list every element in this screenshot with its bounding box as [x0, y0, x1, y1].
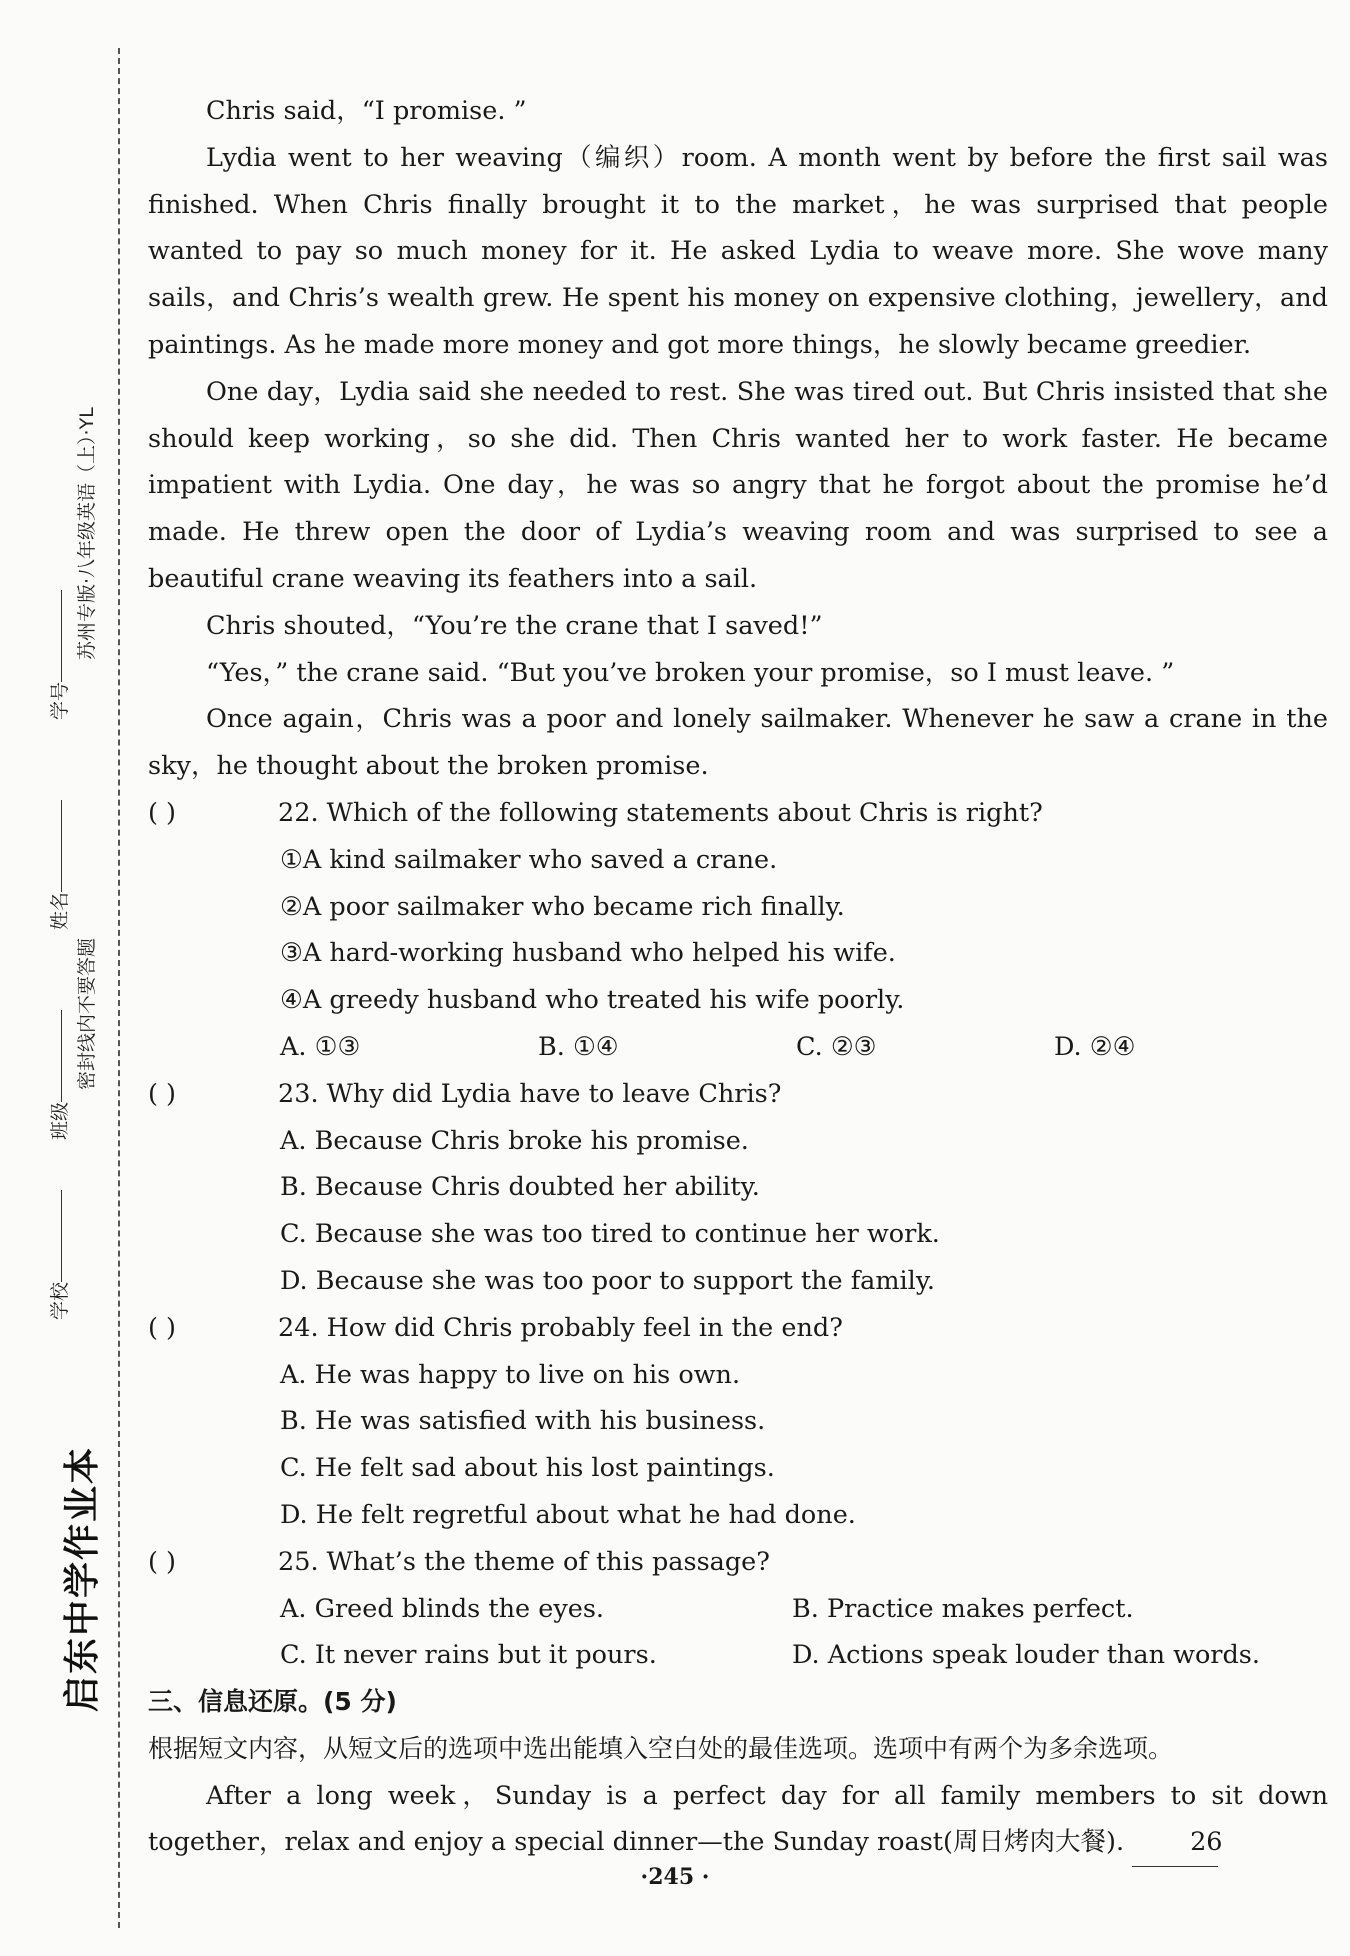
brand-title: 启东中学作业本 [62, 1445, 103, 1712]
option-d: D. Because she was too poor to support the family. [280, 1265, 935, 1296]
blank-26[interactable]: 26 [1132, 1819, 1218, 1867]
answer-bracket[interactable]: ( ) [148, 1078, 177, 1109]
option-c: C. He felt sad about his lost paintings. [280, 1453, 775, 1484]
story-paragraph: Once again，Chris was a poor and lonely sailmaker. Whenever he saw a crane in the sky，he thought about the broken promise. [148, 704, 1328, 782]
option-b: B. ①④ [538, 1031, 619, 1062]
id-label: 学号 [49, 681, 71, 720]
option-c: C. ②③ [796, 1031, 877, 1062]
section-instruction: 根据短文内容，从短文后的选项中选出能填入空白处的最佳选项。选项中有两个为多余选项。 [148, 1733, 1174, 1763]
option-d: D. He felt regretful about what he had done. [280, 1499, 856, 1530]
story-paragraph: Chris said，“I promise. ” [206, 96, 527, 126]
story-paragraph: One day，Lydia said she needed to rest. She was tired out. But Chris insisted that she should keep working，so she did. Then Chris wanted her to work faster. He became impatient with Lydia. One day，he was so angry that he forgot about the promise he’d made. He threw open the door of Lydia’s weaving room and was surprised to see a beautiful crane weaving its feathers into a sail. [148, 376, 1328, 594]
statement: ②A poor sailmaker who became rich finally. [280, 891, 845, 922]
name-label: 姓名 [49, 891, 71, 930]
id-blank[interactable] [60, 590, 62, 682]
seal-dashed-line [118, 48, 120, 1928]
page-content [148, 88, 1328, 1867]
school-label: 学校 [49, 1281, 71, 1320]
statement: ④A greedy husband who treated his wife poorly. [280, 985, 905, 1016]
class-field [45, 1010, 72, 1140]
question-22 [148, 790, 1328, 837]
story-paragraph: Chris shouted，“You’re the crane that I saved!” [206, 610, 823, 641]
story-paragraph: Lydia went to her weaving（编织）room. A month went by before the first sail was finished. When Chris finally brought it to the market，he was surprised that people wanted to pay so much money for it. He asked Lydia to weave more. She wove many sails，and Chris’s wealth grew. He spent his money on expensive clothing，jewellery，and paintings. As he made more money and got more things，he slowly became greedier. [148, 142, 1328, 360]
question-23 [148, 1071, 1328, 1118]
section-heading: 三、信息还原。(5 分) [148, 1687, 397, 1717]
option-a: A. Greed blinds the eyes. [280, 1593, 605, 1624]
series-label: 苏州专版·八年级英语（上）·YL [76, 407, 98, 660]
answer-bracket[interactable]: ( ) [148, 1546, 177, 1577]
option-d: D. ②④ [1054, 1031, 1136, 1062]
question-24 [148, 1305, 1328, 1352]
option-d: D. Actions speak louder than words. [792, 1640, 1261, 1671]
option-b: B. Practice makes perfect. [792, 1593, 1134, 1624]
school-field [45, 1190, 72, 1320]
name-field [45, 800, 72, 930]
seal-note: 密封线内不要答题 [76, 937, 98, 1090]
option-row [148, 1632, 1328, 1679]
option-row [148, 1024, 1328, 1071]
class-label: 班级 [49, 1101, 71, 1140]
answer-bracket[interactable]: ( ) [148, 797, 177, 828]
option-a: A. ①③ [280, 1031, 361, 1062]
option-c: C. It never rains but it pours. [280, 1640, 657, 1671]
binding-margin [0, 0, 130, 1956]
question-stem: 22. Which of the following statements about Chris is right? [278, 797, 1043, 828]
question-stem: 24. How did Chris probably feel in the end? [278, 1312, 843, 1343]
option-c: C. Because she was too tired to continue her work. [280, 1219, 940, 1250]
answer-bracket[interactable]: ( ) [148, 1312, 177, 1343]
statement: ③A hard-working husband who helped his wife. [280, 938, 896, 969]
question-stem: 23. Why did Lydia have to leave Chris? [278, 1078, 782, 1109]
statement: ①A kind sailmaker who saved a crane. [280, 844, 778, 875]
passage-paragraph [148, 1773, 1328, 1868]
story-paragraph: “Yes，” the crane said. “But you’ve broken your promise，so I must leave. ” [206, 657, 1175, 688]
option-a: A. Because Chris broke his promise. [280, 1125, 749, 1156]
school-blank[interactable] [60, 1190, 62, 1282]
option-row [148, 1586, 1328, 1633]
page-number: ·245 · [640, 1864, 710, 1890]
option-b: B. He was satisfied with his business. [280, 1406, 766, 1437]
option-b: B. Because Chris doubted her ability. [280, 1172, 760, 1203]
question-25 [148, 1539, 1328, 1586]
class-blank[interactable] [60, 1010, 62, 1102]
name-blank[interactable] [60, 800, 62, 892]
passage-text: After a long week，Sunday is a perfect day for all family members to sit down together，relax and enjoy a special dinner—the Sunday roast(周日烤肉大餐). [148, 1780, 1328, 1858]
option-a: A. He was happy to live on his own. [280, 1359, 741, 1390]
id-field [45, 590, 72, 720]
question-stem: 25. What’s the theme of this passage? [278, 1546, 770, 1577]
